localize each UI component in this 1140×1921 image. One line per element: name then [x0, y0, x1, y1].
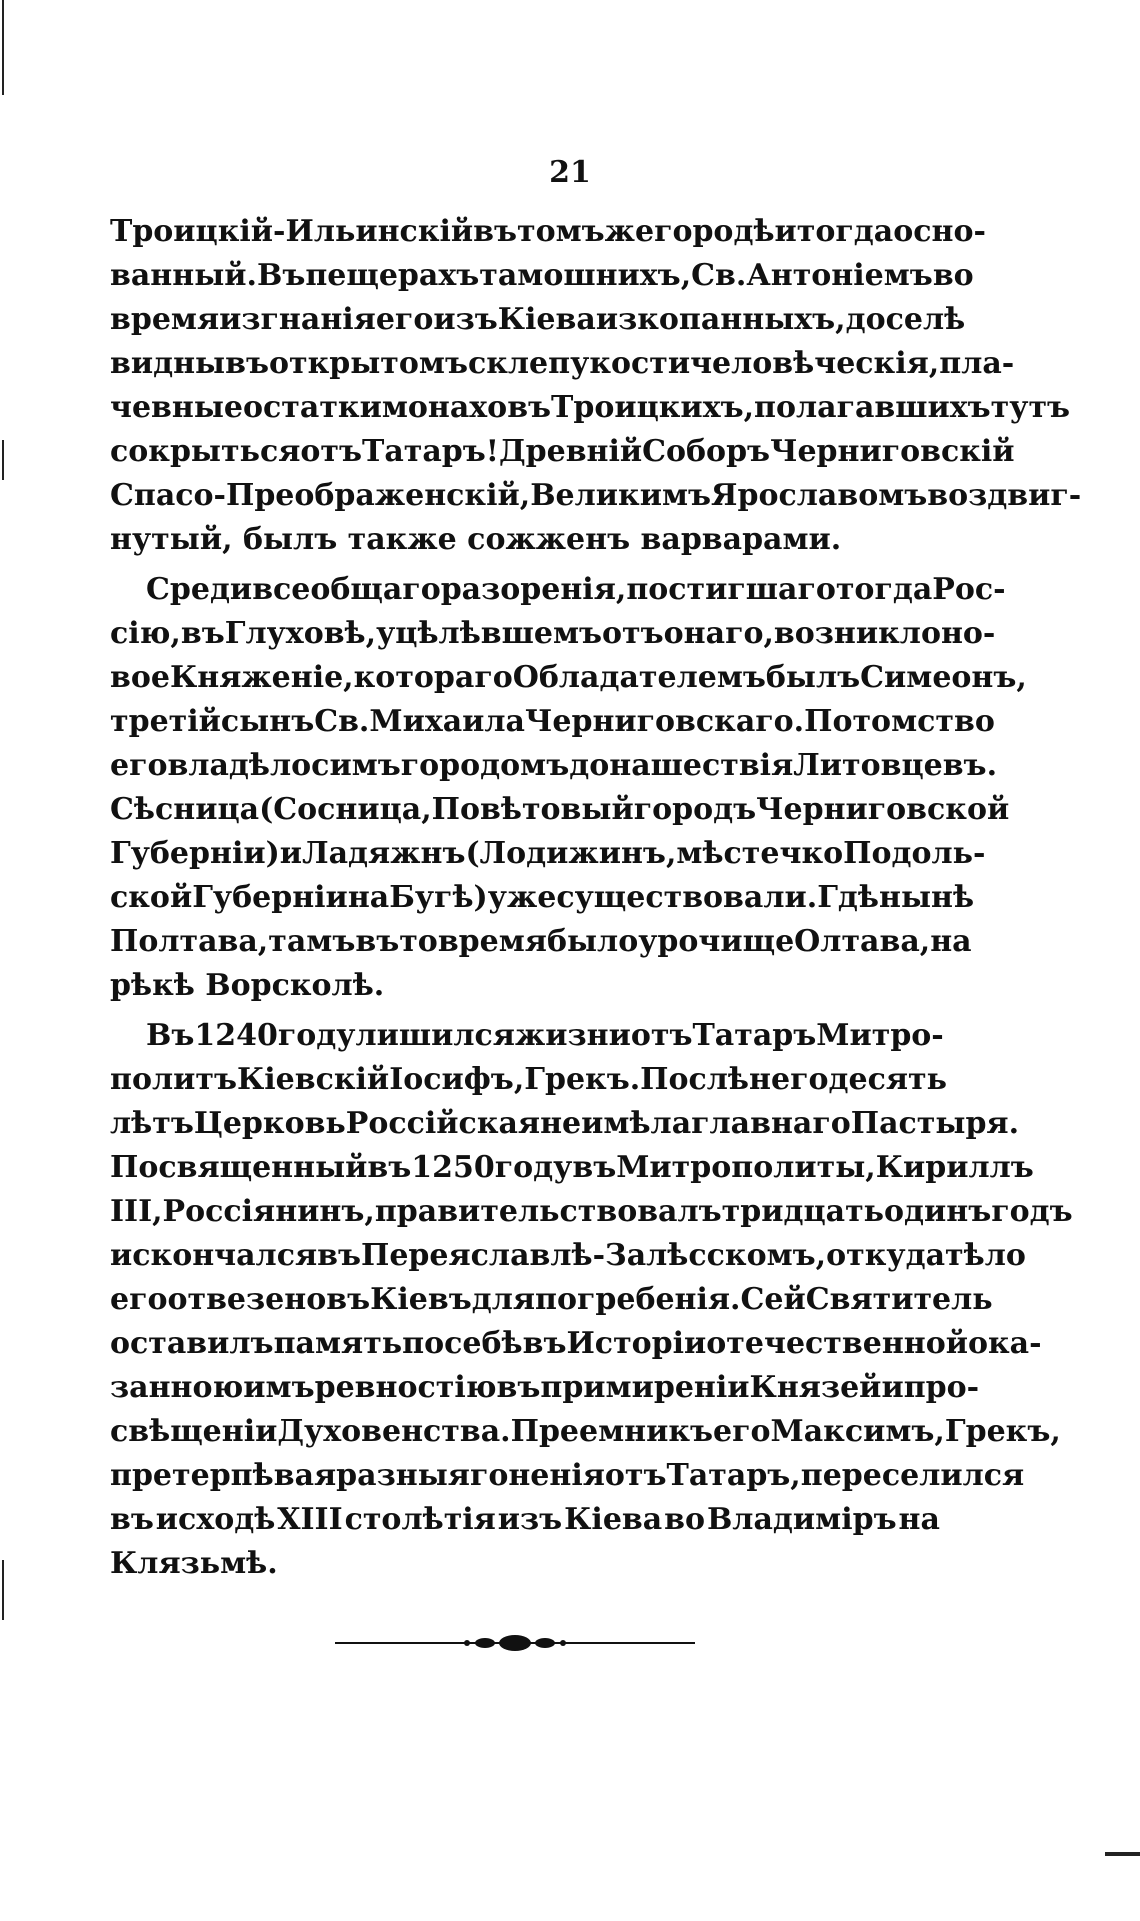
word: нынѣ — [879, 880, 975, 915]
word: Іосифъ, — [389, 1062, 525, 1097]
word: Кіевскій — [236, 1062, 390, 1097]
word: гоненія — [469, 1458, 605, 1493]
word: въ — [522, 1326, 567, 1361]
word: правительствовалъ — [374, 1194, 722, 1229]
word: изъ — [433, 302, 498, 337]
word: во — [932, 258, 974, 293]
word: въ — [355, 924, 400, 959]
word: отъ — [630, 1018, 693, 1053]
word: изгнанія — [219, 302, 376, 337]
word: Спасо-Преображенскій, — [110, 478, 531, 513]
word: Губерніи — [192, 880, 348, 915]
word: былъ — [765, 660, 861, 695]
word: то — [399, 924, 438, 959]
word: не — [540, 1106, 582, 1141]
ornamental-divider — [335, 1632, 695, 1654]
word: осно- — [893, 214, 986, 249]
word: себѣ — [444, 1326, 523, 1361]
scan-edge-mark — [1105, 1852, 1140, 1856]
word: столѣтія — [344, 1502, 496, 1537]
word: видны — [110, 346, 226, 381]
word: годъ — [991, 1194, 1073, 1229]
word: память — [273, 1326, 403, 1361]
word: же — [604, 214, 655, 249]
word: Губерніи) — [110, 836, 280, 871]
word: сокрыться — [110, 434, 301, 469]
word: отечественной — [706, 1326, 968, 1361]
text-line — [110, 1498, 940, 1542]
word: Послѣ — [640, 1062, 750, 1097]
word: Россійская — [345, 1106, 541, 1141]
word: Татаръ — [692, 1018, 817, 1053]
word: тамошнихъ, — [479, 258, 692, 293]
text-line: рѣкѣ Ворсколѣ. — [110, 968, 385, 1003]
word: исходѣ — [155, 1502, 276, 1537]
word: Бугѣ) — [389, 880, 488, 915]
word: Грекъ. — [524, 1062, 641, 1097]
word: въ — [180, 616, 225, 651]
text-line — [110, 920, 972, 964]
text-line — [110, 700, 995, 744]
text-line — [110, 298, 966, 342]
word: человѣческія, — [690, 346, 940, 381]
word: тутъ — [990, 390, 1071, 425]
word: лѣтъ — [110, 1106, 194, 1141]
word: тѣло — [945, 1238, 1026, 1273]
word: онаго, — [663, 616, 774, 651]
word: доселѣ — [845, 302, 966, 337]
word: остатки — [243, 390, 382, 425]
word: открытомъ — [268, 346, 468, 381]
word: монаховъ — [381, 390, 552, 425]
word: Обладателемъ — [512, 660, 766, 695]
text-line: нутый, былъ также сожженъ варварами. — [110, 522, 842, 557]
word: время — [437, 924, 547, 959]
text-line — [110, 832, 986, 876]
word: Черниговской — [756, 792, 1010, 827]
word: томъ — [517, 214, 605, 249]
word: разныя — [336, 1458, 470, 1493]
text-line — [110, 1322, 1042, 1366]
word: урочище — [638, 924, 795, 959]
word: всеобщаго — [252, 572, 441, 607]
word: Кіевъ — [370, 1282, 472, 1317]
word: Среди — [146, 572, 253, 607]
word: городъ — [633, 792, 757, 827]
word: въ — [367, 1150, 412, 1185]
word: въ — [317, 1238, 362, 1273]
word: Пастыря. — [850, 1106, 1020, 1141]
word: котораго — [353, 660, 513, 695]
word: году — [494, 1150, 573, 1185]
word: III, — [110, 1194, 163, 1229]
word: Переяславлѣ-Залѣсскомъ, — [361, 1238, 827, 1273]
word: Максимъ, — [770, 1414, 945, 1449]
word: Повѣтовый — [431, 792, 634, 827]
word: и — [881, 1370, 904, 1405]
word: тридцать — [721, 1194, 885, 1229]
word: Митрополиты, — [616, 1150, 876, 1185]
word: тогда — [796, 214, 894, 249]
text-line — [110, 1058, 947, 1102]
word: вое — [110, 660, 170, 695]
word: ванный. — [110, 258, 257, 293]
word: Антоніемъ — [746, 258, 933, 293]
word: Рос- — [932, 572, 1006, 607]
word: примиреніи — [540, 1370, 750, 1405]
word: существовали. — [556, 880, 818, 915]
scan-edge-mark — [2, 440, 4, 480]
word: Татаръ! — [362, 434, 499, 469]
word: году — [277, 1018, 356, 1053]
word: въ — [110, 1502, 154, 1537]
word: мѣстечко — [676, 836, 844, 871]
word: въ — [225, 346, 269, 381]
word: Митро- — [816, 1018, 944, 1053]
word: воздвиг- — [927, 478, 1082, 513]
word: Ярославомъ — [711, 478, 928, 513]
word: Черниговскій — [770, 434, 1015, 469]
word: 1250 — [411, 1150, 495, 1185]
word: пещерахъ — [305, 258, 480, 293]
word: и — [774, 214, 797, 249]
word: него — [749, 1062, 829, 1097]
word: уцѣлѣвшемъ — [376, 616, 603, 651]
text-line — [110, 876, 975, 920]
word: въ — [496, 1370, 541, 1405]
word: время — [110, 302, 220, 337]
word: Святитель — [805, 1282, 993, 1317]
word: Сей — [740, 1282, 806, 1317]
word: XIII — [277, 1502, 343, 1537]
word: Духовенства. — [277, 1414, 511, 1449]
word: оставилъ — [110, 1326, 274, 1361]
text-line — [110, 1410, 1061, 1454]
word: претерпѣвая — [110, 1458, 337, 1493]
word: симъ — [311, 748, 401, 783]
word: было — [546, 924, 639, 959]
word: свѣщеніи — [110, 1414, 278, 1449]
word: переселился — [800, 1458, 1025, 1493]
word: Симеонъ, — [860, 660, 1027, 695]
paragraph — [110, 210, 1082, 562]
word: Кириллъ — [875, 1150, 1034, 1185]
word: въ — [326, 1282, 371, 1317]
text-line — [110, 254, 974, 298]
word: десять — [828, 1062, 947, 1097]
word: Подоль- — [843, 836, 986, 871]
word: разоренія, — [440, 572, 627, 607]
word: лишился — [355, 1018, 515, 1053]
word: для — [471, 1282, 536, 1317]
word: имѣла — [581, 1106, 692, 1141]
word: изкопанныхъ, — [595, 302, 846, 337]
text-line — [110, 1278, 993, 1322]
word: по — [402, 1326, 445, 1361]
word: ока- — [968, 1326, 1042, 1361]
word: Глуховѣ, — [224, 616, 377, 651]
word: жизни — [514, 1018, 631, 1053]
word: Исторіи — [566, 1326, 707, 1361]
word: Олтава, — [794, 924, 931, 959]
text-line — [110, 1102, 1020, 1146]
word: Россіянинъ, — [162, 1194, 375, 1229]
text-line — [110, 612, 996, 656]
word: Церковь — [193, 1106, 346, 1141]
word: Князей — [749, 1370, 882, 1405]
word: уже — [487, 880, 557, 915]
word: Преемникъ — [510, 1414, 714, 1449]
word: но- — [940, 616, 996, 651]
word: сію, — [110, 616, 181, 651]
word: склепу — [467, 346, 590, 381]
text-line — [110, 342, 1015, 386]
word: Михаила — [369, 704, 525, 739]
word: во — [664, 1502, 705, 1537]
word: Грекъ, — [944, 1414, 1061, 1449]
text-line — [110, 386, 1071, 430]
word: третій — [110, 704, 221, 739]
text-line: Клязьмѣ. — [110, 1546, 278, 1581]
word: тогда — [835, 572, 933, 607]
word: Ладяжнъ — [302, 836, 466, 871]
word: сынъ — [220, 704, 315, 739]
word: постигшаго — [626, 572, 836, 607]
word: Потомство — [804, 704, 995, 739]
word: главнаго — [691, 1106, 851, 1141]
word: скончался — [132, 1238, 318, 1273]
word: владѣло — [167, 748, 312, 783]
word: Троицкихъ, — [551, 390, 755, 425]
word: занною — [110, 1370, 244, 1405]
text-line — [110, 474, 1082, 518]
text-line — [110, 1190, 1073, 1234]
word: погребенія. — [535, 1282, 741, 1317]
text-line — [110, 568, 1006, 612]
word: пла- — [939, 346, 1015, 381]
word: на — [898, 1502, 940, 1537]
word: Въ — [146, 1018, 195, 1053]
text-line — [110, 744, 998, 788]
word: чевные — [110, 390, 244, 425]
scan-edge-mark — [2, 0, 4, 95]
word: Сѣсница — [110, 792, 260, 827]
word: Въ — [256, 258, 306, 293]
word: нашествія — [609, 748, 794, 783]
text-line — [110, 1014, 944, 1058]
word: въ — [572, 1150, 617, 1185]
word: Троицкій-Ильинскій — [110, 214, 474, 249]
word: Черниговскаго. — [525, 704, 805, 739]
word: Полтава, — [110, 924, 269, 959]
word: Посвященный — [110, 1150, 368, 1185]
word: и — [279, 836, 303, 871]
word: Княженіе, — [169, 660, 354, 695]
word: возникло — [773, 616, 941, 651]
word: городѣ — [654, 214, 775, 249]
word: политъ — [110, 1062, 237, 1097]
text-line — [110, 788, 1010, 832]
word: Св. — [691, 258, 747, 293]
word: отъ — [602, 616, 664, 651]
word: ревностію — [314, 1370, 497, 1405]
text-line — [110, 1366, 980, 1410]
word: Литовцевъ. — [793, 748, 998, 783]
word: Владиміръ — [706, 1502, 897, 1537]
page-number: 21 — [549, 155, 591, 190]
body-text — [110, 210, 1082, 1592]
word: до — [569, 748, 610, 783]
word: Кіева — [564, 1502, 663, 1537]
word: отъ — [604, 1458, 667, 1493]
paragraph — [110, 1014, 1073, 1586]
word: городомъ — [400, 748, 570, 783]
paragraph — [110, 568, 1027, 1008]
word: на — [347, 880, 390, 915]
word: его — [110, 1282, 168, 1317]
word: ской — [110, 880, 193, 915]
word: отвезено — [167, 1282, 327, 1317]
word: (Лодижинъ, — [465, 836, 677, 871]
text-line — [110, 1454, 1025, 1498]
word: одинъ — [884, 1194, 992, 1229]
word: откуда — [826, 1238, 946, 1273]
word: Св. — [314, 704, 370, 739]
word: его — [110, 748, 168, 783]
word: имъ — [243, 1370, 315, 1405]
text-line — [110, 430, 1015, 474]
text-line — [110, 1234, 1026, 1278]
word: отъ — [300, 434, 362, 469]
word: Великимъ — [530, 478, 712, 513]
word: въ — [473, 214, 517, 249]
word: его — [375, 302, 434, 337]
word: про- — [903, 1370, 980, 1405]
word: изъ — [497, 1502, 563, 1537]
word: (Сосница, — [259, 792, 432, 827]
word: 1240 — [194, 1018, 278, 1053]
text-line — [110, 656, 1027, 700]
word: Древній — [498, 434, 643, 469]
word: тамъ — [268, 924, 356, 959]
text-line — [110, 210, 986, 254]
word: Татаръ, — [666, 1458, 801, 1493]
word: Кіева — [497, 302, 596, 337]
scan-edge-mark — [2, 1560, 4, 1620]
word: Гдѣ — [817, 880, 879, 915]
text-line — [110, 1146, 1034, 1190]
word: полагавшихъ — [754, 390, 991, 425]
word: Соборъ — [642, 434, 771, 469]
word: кости — [589, 346, 691, 381]
word: его — [713, 1414, 771, 1449]
word: на — [930, 924, 972, 959]
word: и — [110, 1238, 133, 1273]
